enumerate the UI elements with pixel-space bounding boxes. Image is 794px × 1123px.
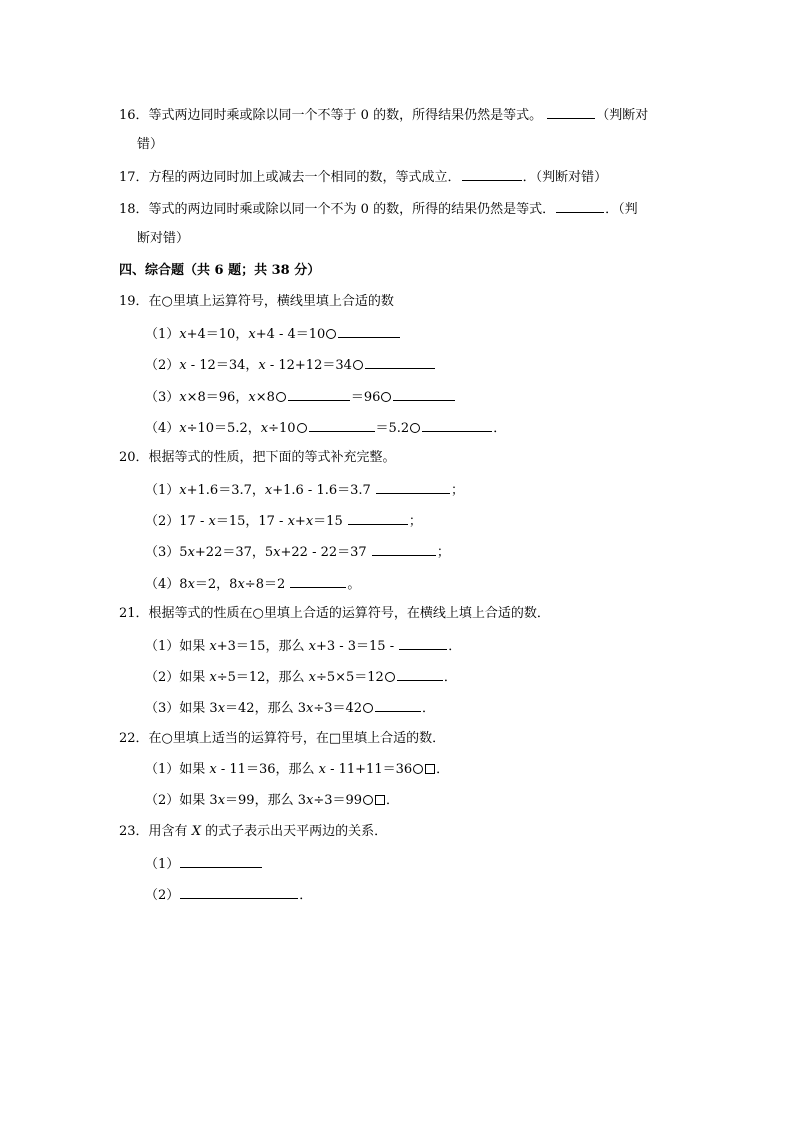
expr: ×8＝96， [186, 390, 249, 405]
expr: - 12＝34， [186, 358, 259, 373]
question-20 [119, 450, 396, 466]
expr: 17 - [179, 514, 209, 529]
part-label: （4） [145, 577, 180, 592]
variable: x [273, 545, 281, 560]
expr: +1.6＝3.7， [186, 483, 265, 498]
answer-blank[interactable] [375, 699, 421, 712]
answer-blank[interactable] [399, 637, 447, 650]
expr: +3＝15，那么 [216, 639, 309, 654]
question-19 [119, 294, 394, 310]
question-21 [119, 606, 550, 622]
q21-part-3 [145, 699, 435, 717]
variable: x [305, 793, 314, 808]
variable: x [208, 514, 216, 529]
variable: x [209, 670, 217, 685]
part-label: （4） [145, 421, 180, 436]
expr: ． [443, 670, 457, 685]
expr: ÷5×5＝12 [315, 670, 384, 685]
answer-blank[interactable] [547, 106, 595, 119]
variable: x [179, 327, 187, 342]
expr: ＝2，8 [194, 577, 238, 592]
question-16-cont [137, 137, 163, 153]
expr: + [294, 514, 306, 529]
expr: ＝96 [350, 390, 381, 405]
q19-part-2 [145, 356, 436, 374]
question-number: 22． [119, 731, 149, 746]
question-text: 等式两边同时乘或除以同一个不等于 0 的数，所得结果仍然是等式。 [148, 108, 543, 123]
number-box[interactable] [425, 764, 435, 774]
question-16 [119, 106, 648, 124]
part-label: （1）如果 [145, 762, 210, 777]
expr: 。 [347, 577, 361, 592]
question-number: 18． [119, 202, 149, 217]
variable: x [237, 577, 245, 592]
answer-blank[interactable] [393, 388, 455, 401]
expr: +22＝37，5 [194, 545, 274, 560]
operator-circle[interactable] [385, 672, 395, 682]
question-text: 用含有 [148, 824, 192, 839]
part-label: （1） [145, 857, 180, 872]
question-text: 在○里填上适当的运算符号，在□里填上合适的数． [148, 731, 446, 746]
expr: ÷3＝42 [313, 701, 363, 716]
variable: x [179, 483, 187, 498]
variable: x [287, 514, 295, 529]
expr: ＝15，17 - [215, 514, 288, 529]
question-text: 根据等式的性质在○里填上合适的运算符号，在横线上填上合适的数． [148, 606, 550, 621]
question-text: 等式的两边同时乘或除以同一个不为 0 的数，所得的结果仍然是等式． [148, 202, 556, 217]
question-text: 根据等式的性质，把下面的等式补充完整。 [148, 450, 396, 465]
operator-circle[interactable] [363, 795, 373, 805]
q23-part-1 [145, 855, 263, 873]
expr: - 12+12＝34 [265, 358, 352, 373]
variable: x [264, 483, 273, 498]
part-label: （1） [145, 483, 180, 498]
question-number: 17． [119, 170, 149, 185]
expr: ＝99，那么 3 [225, 793, 306, 808]
expr: ． [386, 793, 400, 808]
operator-circle[interactable] [353, 360, 363, 370]
variable: x [305, 701, 314, 716]
answer-blank[interactable] [338, 325, 400, 338]
q20-part-4 [145, 575, 360, 593]
question-number: 21． [119, 606, 149, 621]
variable: x [187, 545, 195, 560]
variable: x [258, 358, 266, 373]
part-label: （2） [145, 514, 180, 529]
question-tail: ．（判断对错） [522, 170, 608, 185]
variable: x [318, 762, 326, 777]
answer-blank[interactable] [290, 575, 346, 588]
variable: x [179, 421, 187, 436]
variable: x [308, 639, 316, 654]
part-label: （3）如果 3 [145, 701, 218, 716]
variable: x [248, 327, 256, 342]
question-tail: ．（判 [605, 202, 638, 217]
answer-blank[interactable] [365, 356, 435, 369]
expr: ； [436, 545, 450, 560]
expr: ÷10 [268, 421, 296, 436]
q23-part-2 [145, 886, 312, 904]
answer-blank[interactable] [422, 419, 492, 432]
variable: x [187, 577, 195, 592]
part-label: （3） [145, 390, 180, 405]
answer-blank[interactable] [180, 886, 298, 899]
question-tail: 错） [137, 137, 164, 152]
operator-circle[interactable] [381, 392, 391, 402]
answer-blank[interactable] [309, 419, 375, 432]
variable: x [305, 514, 314, 529]
operator-circle[interactable] [413, 764, 423, 774]
question-23 [119, 824, 387, 840]
expr: ； [408, 514, 422, 529]
question-number: 16． [119, 108, 149, 123]
question-text: 在○里填上运算符号，横线里填上合适的数 [148, 294, 394, 309]
question-number: 19． [119, 294, 149, 309]
expr: ÷8＝2 [244, 577, 290, 592]
expr: 5 [179, 545, 188, 560]
answer-blank[interactable] [462, 168, 522, 181]
question-18-cont [137, 231, 189, 247]
question-text: 方程的两边同时加上或减去一个相同的数，等式成立． [148, 170, 461, 185]
q20-part-1 [145, 481, 464, 499]
expr: +3 - 3＝15 - [315, 639, 399, 654]
expr: ． [436, 762, 450, 777]
expr: ． [299, 888, 313, 903]
answer-blank[interactable] [397, 668, 443, 681]
expr: +22 - 22＝37 [280, 545, 371, 560]
part-label: （3） [145, 545, 180, 560]
expr: - 11＝36，那么 [216, 762, 319, 777]
answer-blank[interactable] [288, 388, 350, 401]
q19-part-4 [145, 419, 506, 437]
number-box[interactable] [375, 795, 385, 805]
part-label: （2） [145, 888, 180, 903]
variable: x [217, 793, 226, 808]
q21-part-2 [145, 668, 457, 686]
expr: ． [448, 639, 462, 654]
section-heading: 四、综合题（共 6 题；共 38 分） [119, 263, 321, 278]
expr: ＝5.2 [375, 421, 410, 436]
expr: ． [422, 701, 436, 716]
q20-part-3 [145, 543, 450, 561]
answer-blank[interactable] [372, 543, 436, 556]
q19-part-1 [145, 325, 401, 343]
variable: x [209, 639, 217, 654]
answer-blank[interactable] [556, 200, 604, 213]
q22-part-1 [145, 762, 449, 778]
expr: ＝42，那么 3 [225, 701, 306, 716]
expr: 8 [179, 577, 188, 592]
variable: x [260, 421, 269, 436]
operator-circle[interactable] [297, 423, 307, 433]
expr: ÷3＝99 [313, 793, 363, 808]
answer-blank[interactable] [376, 481, 450, 494]
question-17 [119, 168, 607, 186]
q21-part-1 [145, 637, 461, 655]
variable: x [179, 390, 187, 405]
variable: x [217, 701, 226, 716]
question-number: 23． [119, 824, 149, 839]
expr: ÷10＝5.2， [186, 421, 261, 436]
expr: +1.6 - 1.6＝3.7 [272, 483, 375, 498]
expr: +4＝10， [186, 327, 249, 342]
q22-part-2 [145, 793, 399, 809]
question-number: 20． [119, 450, 149, 465]
question-tail: （判断对 [596, 108, 649, 123]
variable: X [191, 824, 201, 839]
part-label: （2） [145, 358, 180, 373]
operator-circle[interactable] [276, 392, 286, 402]
expr: - 11+11＝36 [325, 762, 413, 777]
operator-circle[interactable] [410, 423, 420, 433]
variable: x [308, 670, 316, 685]
expr: +4 - 4＝10 [255, 327, 326, 342]
expr: ×8 [255, 390, 275, 405]
operator-circle[interactable] [363, 703, 373, 713]
part-label: （2）如果 [145, 670, 210, 685]
variable: x [179, 358, 187, 373]
expr: ÷5＝12，那么 [216, 670, 309, 685]
question-text: 的式子表示出天平两边的关系． [200, 824, 388, 839]
question-tail: 断对错） [137, 231, 190, 246]
variable: x [248, 390, 256, 405]
answer-blank[interactable] [180, 855, 262, 868]
operator-circle[interactable] [326, 329, 336, 339]
q20-part-2 [145, 512, 422, 530]
question-18 [119, 200, 638, 218]
part-label: （2）如果 3 [145, 793, 218, 808]
expr: ＝15 [313, 514, 347, 529]
expr: ； [450, 483, 464, 498]
variable: x [209, 762, 217, 777]
answer-blank[interactable] [348, 512, 408, 525]
question-22 [119, 731, 445, 747]
expr: ． [493, 421, 507, 436]
part-label: （1） [145, 327, 180, 342]
q19-part-3 [145, 388, 456, 406]
part-label: （1）如果 [145, 639, 210, 654]
